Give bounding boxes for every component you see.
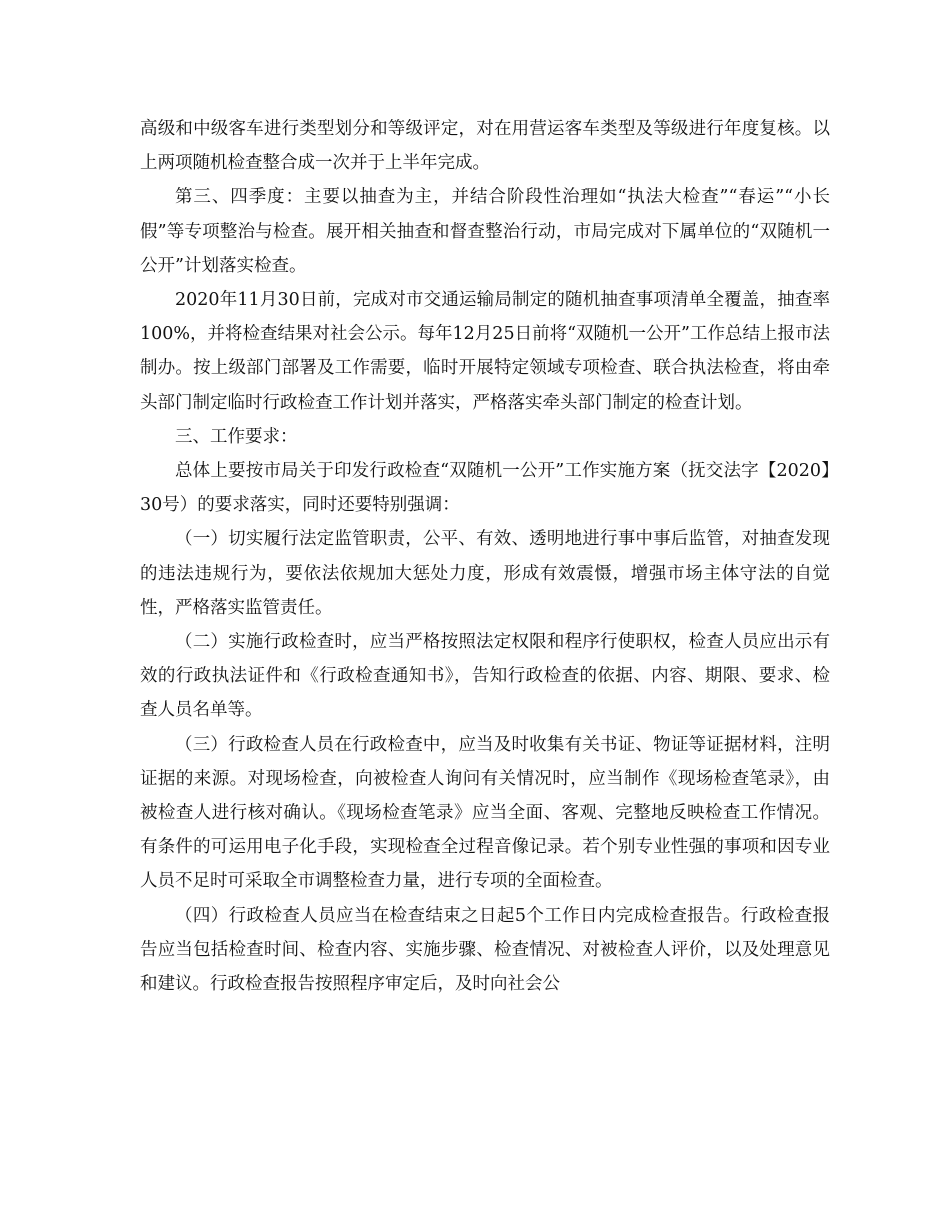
paragraph-item-4: （四）行政检查人员应当在检查结束之日起5个工作日内完成检查报告。行政检查报告应当包括检查时间、检查内容、实施步骤、检查情况、对被检查人评价，以及处理意见和建议。行政检查报告按照程序审定后，及时向社会公	[140, 905, 830, 995]
document-body	[140, 112, 830, 1001]
paragraph-item-2: （二）实施行政检查时，应当严格按照法定权限和程序行使职权，检查人员应出示有效的行政执法证件和《行政检查通知书》，告知行政检查的依据、内容、期限、要求、检查人员名单等。	[140, 632, 830, 721]
paragraph-continuation: 高级和中级客车进行类型划分和等级评定，对在用营运客车类型及等级进行年度复核。以上两项随机检查整合成一次并于上半年完成。	[140, 119, 830, 174]
paragraph-q3-q4-schedule: 第三、四季度：主要以抽查为主，并结合阶段性治理如“执法大检查”“春运”“小长假”等专项整治与检查。展开相关抽查和督查整治行动，市局完成对下属单位的“双随机一公开”计划落实检查。	[140, 187, 830, 276]
paragraph-item-1: （一）切实履行法定监管职责，公平、有效、透明地进行事中事后监管，对抽查发现的违法违规行为，要依法依规加大惩处力度，形成有效震慑，增强市场主体守法的自觉性，严格落实监管责任。	[140, 529, 830, 618]
paragraph-item-3: （三）行政检查人员在行政检查中，应当及时收集有关书证、物证等证据材料，注明证据的来源。对现场检查，向被检查人询问有关情况时，应当制作《现场检查笔录》，由被检查人进行核对确认。《现场检查笔录》应当全面、客观、完整地反映检查工作情况。有条件的可运用电子化手段，实现检查全过程音像记录。若个别专业性强的事项和因专业人员不足时可采取全市调整检查力量，进行专项的全面检查。	[140, 734, 830, 892]
section-heading-work-requirements: 三、工作要求：	[175, 426, 298, 447]
paragraph-deadline: 2020年11月30日前，完成对市交通运输局制定的随机抽查事项清单全覆盖，抽查率100%，并将检查结果对社会公示。每年12月25日前将“双随机一公开”工作总结上报市法制办。按上级部门部署及工作需要，临时开展特定领域专项检查、联合执法检查，将由牵头部门制定临时行政检查工作计划并落实，严格落实牵头部门制定的检查计划。	[140, 290, 830, 413]
paragraph-overall-requirement: 总体上要按市局关于印发行政检查“双随机一公开”工作实施方案（抚交法字【2020】30号）的要求落实，同时还要特别强调：	[140, 461, 830, 516]
